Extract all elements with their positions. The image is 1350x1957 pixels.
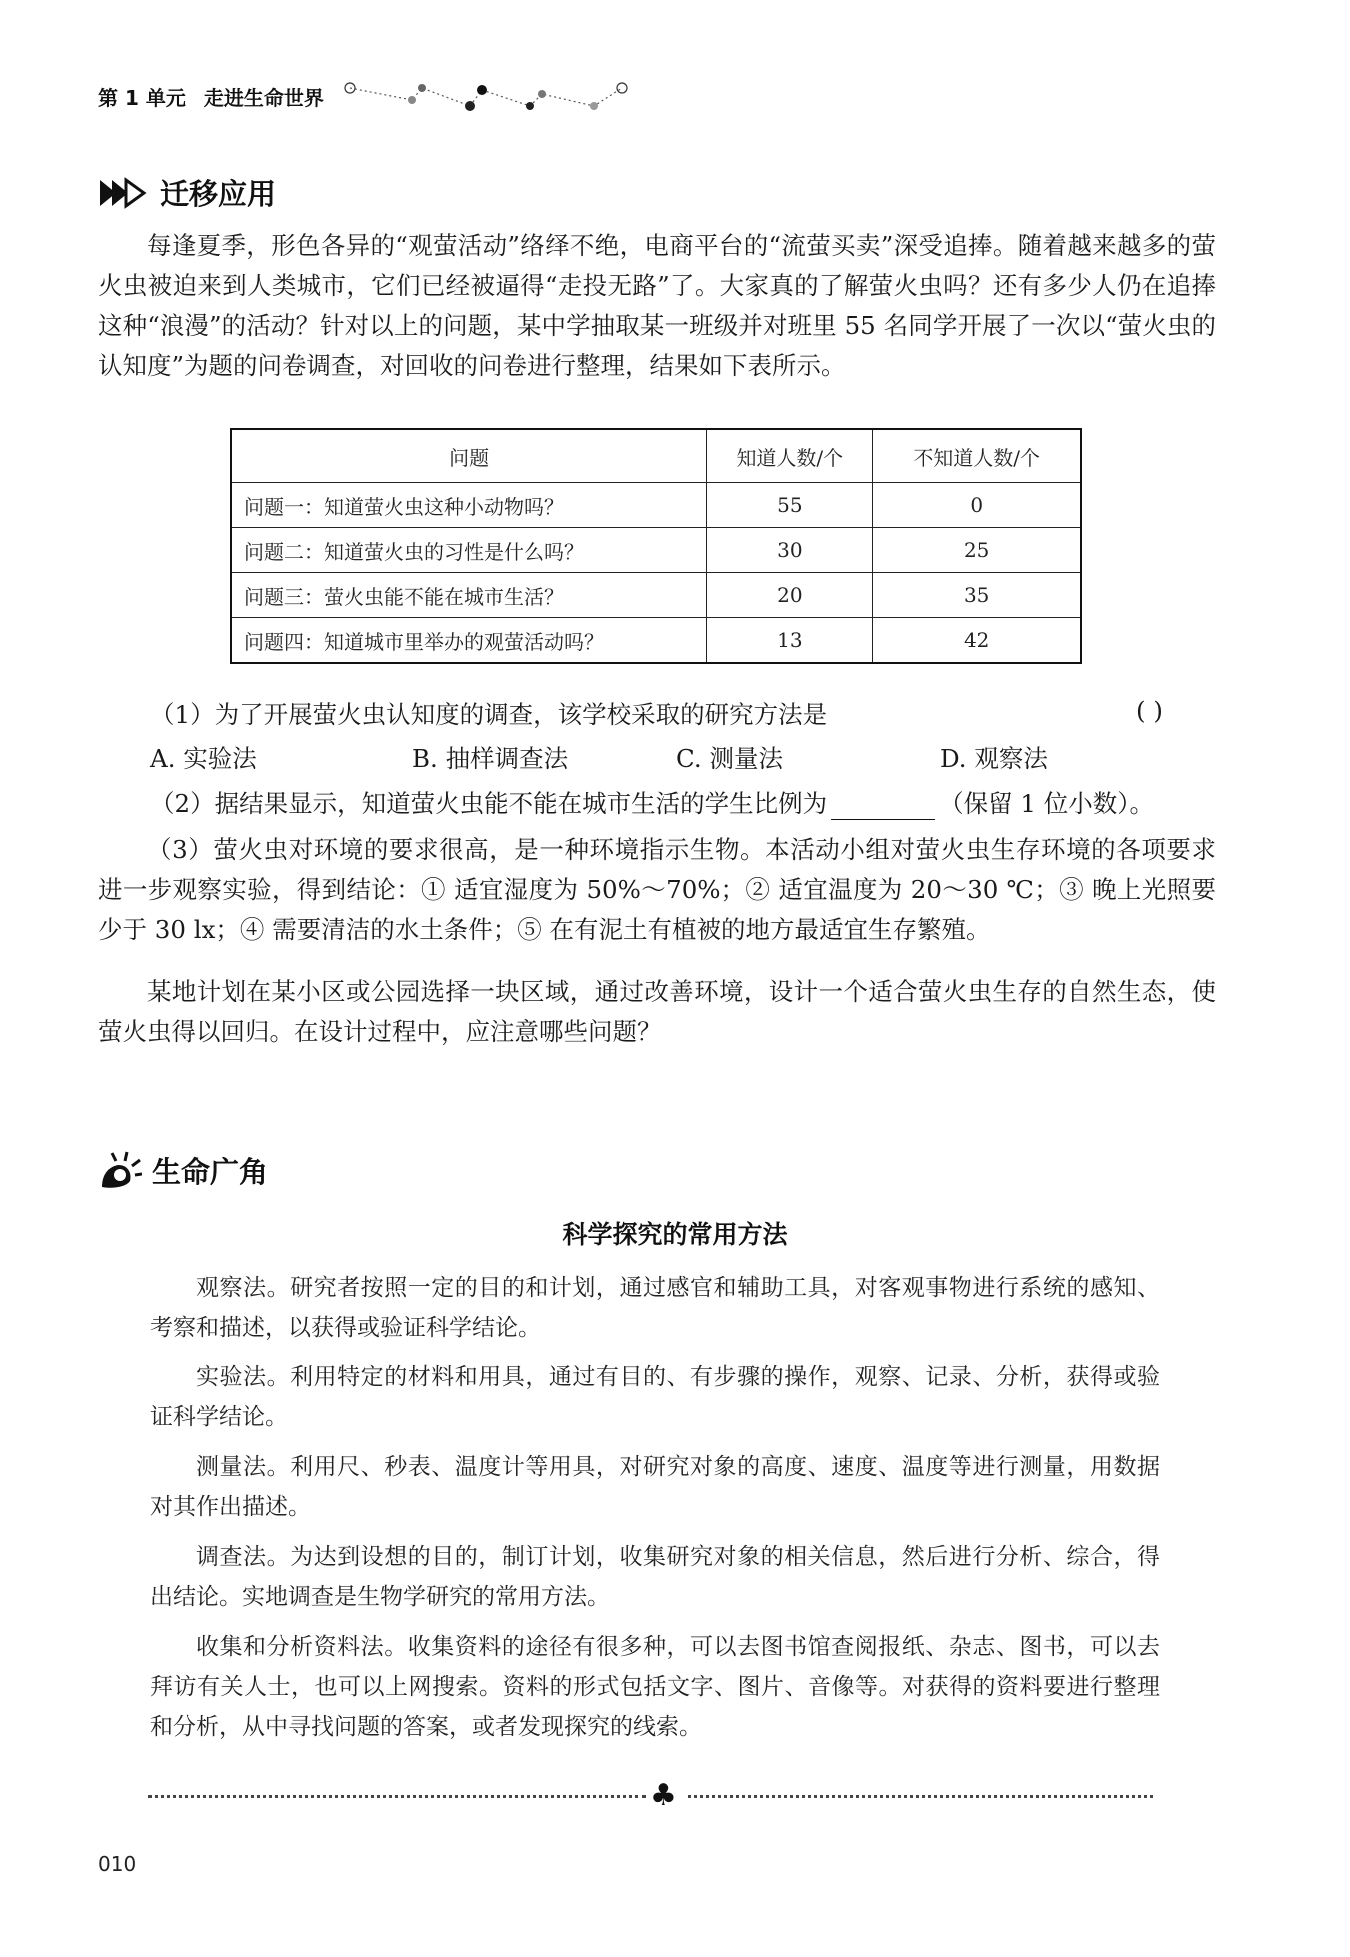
known-count-cell: 13: [707, 618, 873, 664]
known-count-cell: 20: [707, 573, 873, 618]
method-paragraph: 实验法。利用特定的材料和用具，通过有目的、有步骤的操作，观察、记录、分析，获得或验证科学结论。: [150, 1364, 1160, 1430]
question-2-text: （2）据结果显示，知道萤火虫能不能在城市生活的学生比例为: [150, 789, 828, 818]
table-row: [231, 528, 1081, 573]
unknown-count-cell: 0: [873, 483, 1081, 528]
question-cell: 问题一：知道萤火虫这种小动物吗？: [231, 483, 707, 528]
method-paragraph: 测量法。利用尺、秒表、温度计等用具，对研究对象的高度、速度、温度等进行测量，用数据对其作出描述。: [150, 1454, 1160, 1520]
table-row: [231, 618, 1081, 664]
table-row: [231, 483, 1081, 528]
fast-forward-icon: [98, 176, 150, 210]
answer-blank: [831, 793, 935, 820]
question-3: （3）萤火虫对环境的要求很高，是一种环境指示生物。本活动小组对萤火虫生存环境的各项要求进一步观察实验，得到结论：① 适宜湿度为 50%～70%；② 适宜温度为 20～30 ℃；③ 晚上光照要少于 30 lx；④ 需要清洁的水土条件；⑤ 在有泥土有植被的地方最适宜生存繁殖。: [98, 835, 1216, 944]
answer-bracket: ( ): [1136, 696, 1163, 725]
table-header-row: [231, 429, 1081, 483]
club-icon: ♣: [650, 1778, 677, 1813]
option-b: B. 抽样调查法: [412, 744, 569, 773]
question-1: （1）为了开展萤火虫认知度的调查，该学校采取的研究方法是: [150, 700, 828, 729]
page-header: [98, 82, 324, 111]
box-title: 科学探究的常用方法: [562, 1220, 788, 1249]
unknown-count-cell: 42: [873, 618, 1081, 664]
section-title-text: 生命广角: [152, 1155, 269, 1189]
option-a: A. 实验法: [150, 744, 257, 773]
known-count-cell: 55: [707, 483, 873, 528]
column-header-question: 问题: [231, 429, 707, 483]
intro-paragraph: 每逢夏季，形色各异的“观萤活动”络绎不绝，电商平台的“流萤买卖”深受追捧。随着越来越多的萤火虫被迫来到人类城市，它们已经被逼得“走投无路”了。大家真的了解萤火虫吗？还有多少人仍在追捧这种“浪漫”的活动？针对以上的问题，某中学抽取某一班级并对班里 55 名同学开展了一次以“萤火虫的认知度”为题的问卷调查，对回收的问卷进行整理，结果如下表所示。: [98, 231, 1216, 380]
question-2-note: （保留 1 位小数）。: [939, 789, 1155, 818]
bulb-icon: [98, 1151, 142, 1191]
unknown-count-cell: 25: [873, 528, 1081, 573]
dotted-divider-right: [688, 1795, 1153, 1798]
section-title-transfer: [98, 172, 276, 213]
question-3-followup: 某地计划在某小区或公园选择一块区域，通过改善环境，设计一个适合萤火虫生存的自然生态，使萤火虫得以回归。在设计过程中，应注意哪些问题？: [98, 977, 1216, 1046]
question-cell: 问题三：萤火虫能不能在城市生活？: [231, 573, 707, 618]
unit-title: 走进生命世界: [203, 86, 324, 110]
method-paragraph: 收集和分析资料法。收集资料的途径有很多种，可以去图书馆查阅报纸、杂志、图书，可以去拜访有关人士，也可以上网搜索。资料的形式包括文字、图片、音像等。对获得的资料要进行整理和分析，从中寻找问题的答案，或者发现探究的线索。: [150, 1634, 1160, 1740]
unknown-count-cell: 35: [873, 573, 1081, 618]
method-paragraph: 调查法。为达到设想的目的，制订计划，收集研究对象的相关信息，然后进行分析、综合，得出结论。实地调查是生物学研究的常用方法。: [150, 1544, 1160, 1610]
column-header-unknown: 不知道人数/个: [873, 429, 1081, 483]
question-2: [150, 785, 1154, 820]
dotted-divider-left: [148, 1795, 646, 1798]
section-title-text: 迁移应用: [160, 177, 277, 211]
option-d: D. 观察法: [940, 744, 1048, 773]
column-header-known: 知道人数/个: [707, 429, 873, 483]
section-title-life-corner: [98, 1150, 268, 1191]
known-count-cell: 30: [707, 528, 873, 573]
table-row: [231, 573, 1081, 618]
header-decoration-icon: [342, 76, 632, 112]
question-cell: 问题四：知道城市里举办的观萤活动吗？: [231, 618, 707, 664]
survey-table: [230, 428, 1082, 664]
method-paragraph: 观察法。研究者按照一定的目的和计划，通过感官和辅助工具，对客观事物进行系统的感知、考察和描述，以获得或验证科学结论。: [150, 1275, 1160, 1341]
unit-label: 第 1 单元: [98, 86, 186, 110]
question-cell: 问题二：知道萤火虫的习性是什么吗？: [231, 528, 707, 573]
page-number: 010: [98, 1852, 137, 1876]
option-c: C. 测量法: [676, 744, 783, 773]
